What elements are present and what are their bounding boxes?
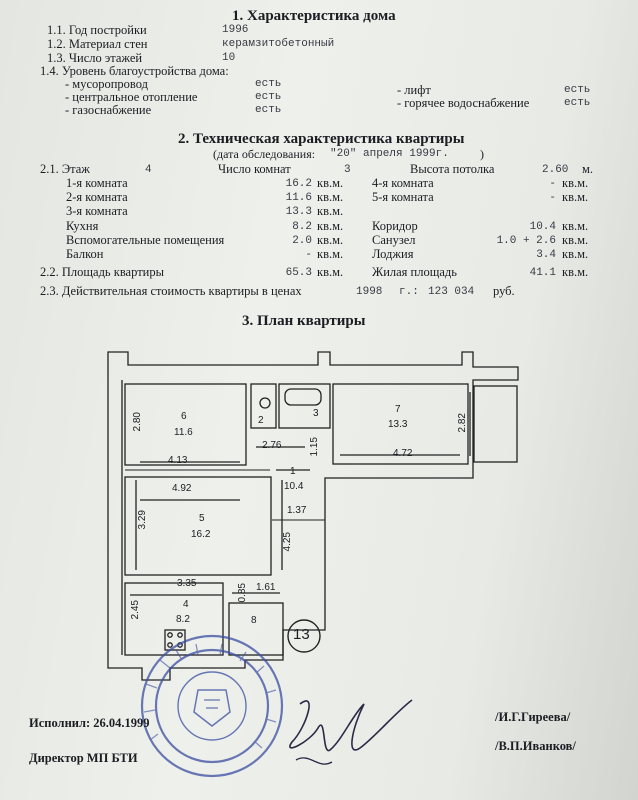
room4-value: - <box>549 178 556 190</box>
r4-w: 3.35 <box>177 578 197 589</box>
area-value: 65.3 <box>285 267 312 279</box>
r5-area: 16.2 <box>191 529 211 540</box>
cost-value: 123 034 <box>428 286 475 298</box>
rooms-count-label: Число комнат <box>218 162 291 176</box>
c-h2: 4.25 <box>282 532 293 552</box>
loggia-unit: кв.м. <box>562 247 589 261</box>
r6-w: 4.13 <box>168 455 188 466</box>
r6-num: 6 <box>181 411 187 422</box>
floors-label: 1.3. Число этажей <box>47 51 143 65</box>
area-unit: кв.м. <box>317 265 344 279</box>
section3-title: 3. План квартиры <box>242 313 366 329</box>
cost-label: 2.3. Действительная стоимость квартиры в ценах <box>40 284 302 298</box>
director-label: Директор МП БТИ <box>29 751 138 765</box>
room5-value: - <box>549 192 556 204</box>
floor-label: 2.1. Этаж <box>40 162 90 176</box>
lift-label: - лифт <box>397 83 431 97</box>
room3-label: 3-я комната <box>66 204 128 218</box>
survey-date: "20" апреля 1999г. <box>330 148 449 160</box>
r8-num: 8 <box>251 615 257 626</box>
c-area: 10.4 <box>284 481 304 492</box>
aux-unit: кв.м. <box>317 233 344 247</box>
gas-label: - газоснабжение <box>65 103 152 117</box>
bathroom-value: 1.0 + 2.6 <box>496 235 556 247</box>
room4-label: 4-я комната <box>372 176 434 190</box>
heating-value: есть <box>255 91 282 103</box>
r7-area: 13.3 <box>388 419 408 430</box>
floor-value: 4 <box>145 164 152 176</box>
amenities-label: 1.4. Уровень благоустройства дома: <box>40 64 229 78</box>
kitchen-value: 8.2 <box>292 221 312 233</box>
cost-year-suffix: г.: <box>399 286 419 298</box>
cost-unit: руб. <box>493 284 515 298</box>
executor-name: /И.Г.Гиреева/ <box>495 710 571 724</box>
living-value: 41.1 <box>529 267 556 279</box>
room1-unit: кв.м. <box>317 176 344 190</box>
kitchen-label: Кухня <box>66 219 99 233</box>
hotwater-label: - горячее водоснабжение <box>397 96 530 110</box>
r5-w: 4.92 <box>172 483 192 494</box>
r5-num: 5 <box>199 513 205 524</box>
year-label: 1.1. Год постройки <box>47 23 147 37</box>
garbage-label: - мусоропровод <box>65 77 149 91</box>
r7-w: 4.72 <box>393 448 413 459</box>
room2-label: 2-я комната <box>66 190 128 204</box>
r7-h: 2.82 <box>457 413 468 433</box>
room3-unit: кв.м. <box>317 204 344 218</box>
heating-label: - центральное отопление <box>65 90 198 104</box>
walls-value: керамзитобетонный <box>222 38 335 50</box>
garbage-value: есть <box>255 78 282 90</box>
c-w: 2.76 <box>262 440 282 451</box>
loggia-label: Лоджия <box>372 247 414 261</box>
kitchen-unit: кв.м. <box>317 219 344 233</box>
room4-unit: кв.м. <box>562 176 589 190</box>
area-label: 2.2. Площадь квартиры <box>40 265 164 279</box>
ceiling-unit: м. <box>582 162 594 176</box>
walls-label: 1.2. Материал стен <box>47 37 148 51</box>
floors-value: 10 <box>222 52 236 64</box>
balcony-label: Балкон <box>66 247 104 261</box>
r5-h: 3.29 <box>137 510 148 530</box>
aux-label: Вспомогательные помещения <box>66 233 225 247</box>
c-num: 1 <box>290 466 296 477</box>
room3-value: 13.3 <box>285 206 312 218</box>
corridor-unit: кв.м. <box>562 219 589 233</box>
living-label: Жилая площадь <box>372 265 457 279</box>
c-h3: 0.85 <box>237 583 248 603</box>
bathroom-label: Санузел <box>372 233 416 247</box>
room5-unit: кв.м. <box>562 190 589 204</box>
r6-h: 2.80 <box>132 412 143 432</box>
lift-value: есть <box>564 84 591 96</box>
section2-title: 2. Техническая характеристика квартиры <box>178 131 465 147</box>
c-w2: 1.37 <box>287 505 307 516</box>
r8-w: 1.61 <box>256 582 276 593</box>
room1-value: 16.2 <box>285 178 312 190</box>
r7-num: 7 <box>395 404 401 415</box>
loggia-value: 3.4 <box>536 249 556 261</box>
r3-num: 3 <box>313 408 319 419</box>
living-unit: кв.м. <box>562 265 589 279</box>
director-name: /В.П.Иванков/ <box>495 739 576 753</box>
hotwater-value: есть <box>564 97 591 109</box>
rooms-count-value: 3 <box>344 164 351 176</box>
survey-suffix: ) <box>480 147 484 161</box>
room1-label: 1-я комната <box>66 176 128 190</box>
room5-label: 5-я комната <box>372 190 434 204</box>
room2-unit: кв.м. <box>317 190 344 204</box>
survey-prefix: (дата обследования: <box>213 147 316 161</box>
ceiling-value: 2.60 <box>542 164 569 176</box>
executed-label: Исполнил: 26.04.1999 <box>29 716 150 730</box>
r2-num: 2 <box>258 415 264 426</box>
year-value: 1996 <box>222 24 249 36</box>
corridor-value: 10.4 <box>529 221 556 233</box>
bathroom-unit: кв.м. <box>562 233 589 247</box>
aux-value: 2.0 <box>292 235 312 247</box>
balcony-unit: кв.м. <box>317 247 344 261</box>
plan-number: 13 <box>293 626 310 643</box>
r4-area: 8.2 <box>176 614 190 625</box>
ceiling-label: Высота потолка <box>410 162 495 176</box>
section1-title: 1. Характеристика дома <box>232 8 396 24</box>
r4-h: 2.45 <box>130 600 141 620</box>
corridor-label: Коридор <box>372 219 418 233</box>
room2-value: 11.6 <box>285 192 312 204</box>
r4-num: 4 <box>183 599 189 610</box>
balcony-value: - <box>305 249 312 261</box>
c-h1: 1.15 <box>309 437 320 457</box>
r6-area: 11.6 <box>174 427 193 438</box>
cost-year: 1998 <box>356 286 383 298</box>
gas-value: есть <box>255 104 282 116</box>
